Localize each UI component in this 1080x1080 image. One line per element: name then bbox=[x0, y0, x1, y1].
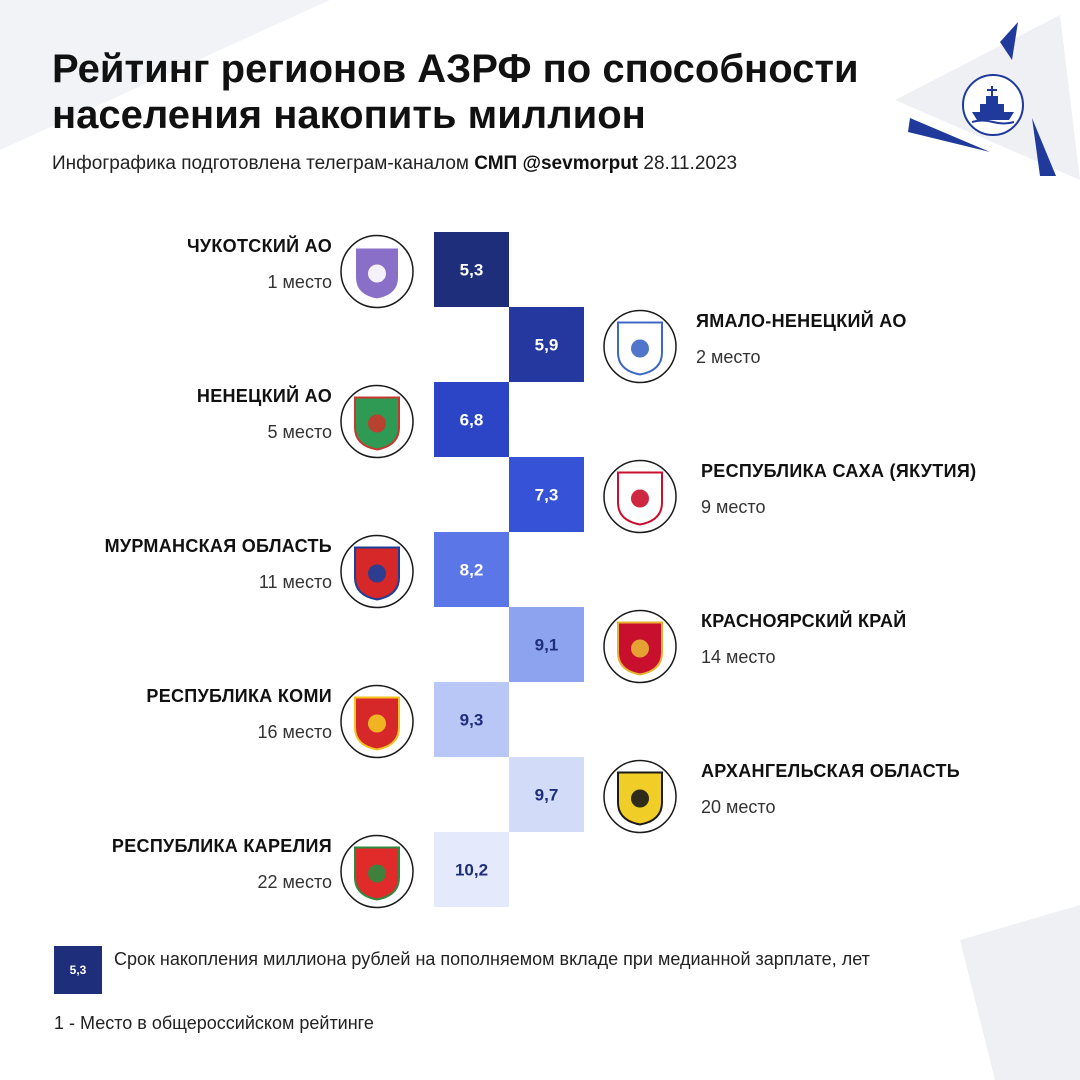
region-rank-чукотский-ао: 1 место bbox=[267, 272, 332, 292]
karelia-emblem-icon bbox=[341, 836, 413, 908]
nenets-emblem-icon bbox=[341, 386, 413, 458]
komi-emblem-icon bbox=[341, 686, 413, 758]
murmansk-emblem-icon bbox=[341, 536, 413, 608]
bar-label-мурманская-область: 8,2 bbox=[459, 560, 484, 580]
region-name-республика-саха-якутия: РЕСПУБЛИКА САХА (ЯКУТИЯ) bbox=[701, 461, 977, 481]
bar-label-ямало-ненецкий-ао: 5,9 bbox=[534, 335, 559, 355]
sakha-emblem-icon bbox=[604, 461, 676, 533]
region-name-ненецкий-ао: НЕНЕЦКИЙ АО bbox=[196, 386, 332, 406]
page-title: Рейтинг регионов АЗРФ по способности населения накопить миллион bbox=[52, 47, 859, 137]
region-rank-ямало-ненецкий-ао: 2 место bbox=[696, 347, 761, 367]
bar-label-красноярский-край: 9,1 bbox=[534, 635, 559, 655]
bar-label-ненецкий-ао: 6,8 bbox=[459, 410, 484, 430]
region-name-республика-коми: РЕСПУБЛИКА КОМИ bbox=[146, 686, 332, 706]
legend-swatch: 5,3 bbox=[54, 946, 102, 994]
region-rank-республика-карелия: 22 место bbox=[257, 872, 332, 892]
bar-label-архангельская-область: 9,7 bbox=[534, 785, 559, 805]
subtitle-prefix: Инфографика подготовлена телеграм-каналом bbox=[52, 153, 469, 174]
region-name-архангельская-область: АРХАНГЕЛЬСКАЯ ОБЛАСТЬ bbox=[701, 761, 961, 781]
region-name-чукотский-ао: ЧУКОТСКИЙ АО bbox=[186, 236, 332, 256]
subtitle-channel: СМП @sevmorput bbox=[474, 153, 639, 174]
region-rank-красноярский-край: 14 место bbox=[701, 647, 776, 667]
region-name-ямало-ненецкий-ао: ЯМАЛО-НЕНЕЦКИЙ АО bbox=[696, 311, 907, 331]
bar-label-республика-карелия: 10,2 bbox=[454, 860, 489, 880]
arkhangelsk-emblem-icon bbox=[604, 761, 676, 833]
subtitle-date: 28.11.2023 bbox=[643, 153, 738, 174]
region-rank-ненецкий-ао: 5 место bbox=[267, 422, 332, 442]
region-rank-республика-коми: 16 место bbox=[257, 722, 332, 742]
bar-label-чукотский-ао: 5,3 bbox=[459, 260, 484, 280]
region-rank-мурманская-область: 11 место bbox=[258, 572, 332, 592]
chukotka-emblem-icon bbox=[341, 236, 413, 308]
legend-text: Срок накопления миллиона рублей на пополняемом вкладе при медианной зарплате, лет bbox=[114, 949, 870, 969]
bar-label-республика-саха-якутия: 7,3 bbox=[534, 485, 559, 505]
footnote: 1 - Место в общероссийском рейтинге bbox=[54, 1013, 374, 1033]
krasnoyarsk-emblem-icon bbox=[604, 611, 676, 683]
region-rank-республика-саха-якутия: 9 место bbox=[701, 497, 766, 517]
region-rank-архангельская-область: 20 место bbox=[701, 797, 776, 817]
bar-label-республика-коми: 9,3 bbox=[459, 710, 484, 730]
yamal-emblem-icon bbox=[604, 311, 676, 383]
region-name-красноярский-край: КРАСНОЯРСКИЙ КРАЙ bbox=[701, 611, 907, 631]
region-name-республика-карелия: РЕСПУБЛИКА КАРЕЛИЯ bbox=[111, 836, 332, 856]
region-name-мурманская-область: МУРМАНСКАЯ ОБЛАСТЬ bbox=[104, 536, 332, 556]
